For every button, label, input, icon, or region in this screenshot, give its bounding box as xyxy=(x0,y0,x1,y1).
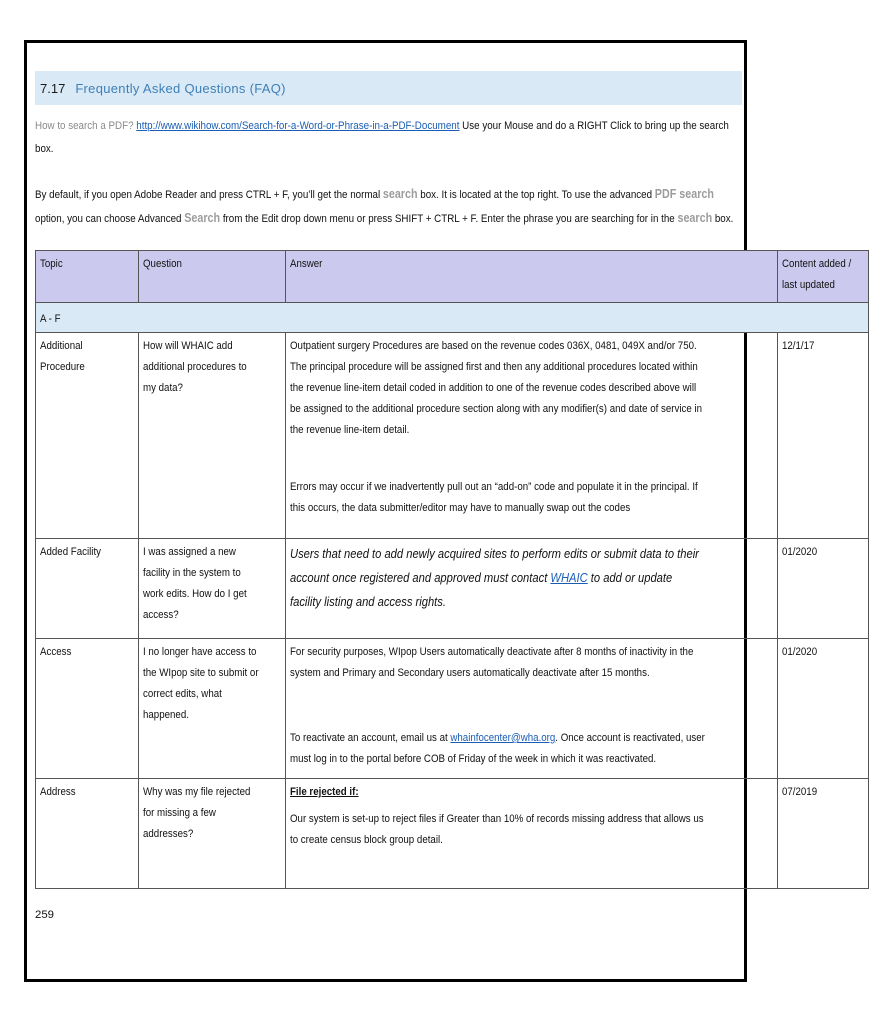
answer-text-2b: . Once account is reactivated, user must log in to the portal before COB of Friday of the week in which it was reactivated. xyxy=(290,732,705,765)
header-answer xyxy=(286,251,778,303)
answer-text: Users that need to add newly acquired sites to perform edits or submit data to their account once registered and approved must contact xyxy=(290,546,699,585)
search-question: How to search a PDF? xyxy=(35,120,134,132)
header-answer-label: Answer xyxy=(290,258,323,270)
adobe-text-b: box. It is located at the top right. To use the advanced xyxy=(417,189,655,201)
adobe-text-e: box. xyxy=(712,213,734,225)
header-content-added xyxy=(778,251,869,303)
date-cell xyxy=(778,333,869,539)
question-text: How will WHAIC add additional procedures to my data? xyxy=(143,340,247,394)
answer-cell xyxy=(286,639,778,779)
header-question xyxy=(139,251,286,303)
question-text: Why was my file rejected for missing a few addresses? xyxy=(143,786,251,840)
header-content-label: Content added / last updated xyxy=(782,258,852,291)
answer-text-2: Errors may occur if we inadvertently pull out an “add-on” code and populate it in the principal. If this occurs, the data submitter/editor may have to manually swap out the codes xyxy=(290,481,698,514)
table-row xyxy=(36,639,869,779)
topic-text: Additional Procedure xyxy=(40,340,85,373)
table-row xyxy=(36,333,869,539)
topic-cell xyxy=(36,779,139,889)
date-text: 07/2019 xyxy=(782,786,818,798)
question-cell xyxy=(139,639,286,779)
answer-text: Outpatient surgery Procedures are based on the revenue codes 036X, 0481, 049X and/or 750. The principal procedure will be assigned first and then any additional procedures located within the revenue line-item detail coded in addition to one of the revenue codes described above will be assigned to the additional procedure section along with any modifier(s) and date of service in the revenue line-item detail. xyxy=(290,340,703,436)
faq-table xyxy=(35,250,869,889)
section-row xyxy=(36,303,869,333)
date-cell xyxy=(778,639,869,779)
answer-cell xyxy=(286,779,778,889)
intro-paragraph-adobe xyxy=(35,183,742,231)
email-link[interactable]: whainfocenter@wha.org xyxy=(450,732,556,744)
search-word-2: Search xyxy=(184,211,221,225)
spacer xyxy=(290,684,773,728)
spacer xyxy=(290,441,773,477)
intro-paragraph-search xyxy=(35,115,742,161)
date-text: 12/1/17 xyxy=(782,340,815,352)
topic-cell xyxy=(36,333,139,539)
answer-cell xyxy=(286,333,778,539)
section-heading xyxy=(35,71,742,105)
question-text: I no longer have access to the WIpop site to submit or correct edits, what happened. xyxy=(143,646,259,721)
section-label-cell xyxy=(36,303,869,333)
question-text: I was assigned a new facility in the system to work edits. How do I get access? xyxy=(143,546,247,621)
topic-text: Address xyxy=(40,786,76,798)
section-title: Frequently Asked Questions (FAQ) xyxy=(75,80,286,96)
header-topic xyxy=(36,251,139,303)
header-topic-label: Topic xyxy=(40,258,63,270)
question-cell xyxy=(139,333,286,539)
date-text: 01/2020 xyxy=(782,646,818,658)
table-row xyxy=(36,539,869,639)
section-number: 7.17 xyxy=(40,80,66,96)
whaic-link[interactable]: WHAIC xyxy=(550,570,588,585)
question-cell xyxy=(139,779,286,889)
answer-text: Our system is set-up to reject files if Greater than 10% of records missing address that allows us to create census block group detail. xyxy=(290,813,704,846)
answer-title: File rejected if: xyxy=(290,786,359,798)
topic-cell xyxy=(36,639,139,779)
page-number: 259 xyxy=(35,909,55,921)
adobe-text-d: from the Edit drop down menu or press SHIFT + CTRL + F. Enter the phrase you are searching for in the xyxy=(220,213,678,225)
answer-text-2a: To reactivate an account, email us at xyxy=(290,732,451,744)
section-label: A - F xyxy=(40,312,61,325)
answer-text-b: to add or update facility listing and access rights. xyxy=(290,570,673,609)
adobe-text-c: option, you can choose Advanced xyxy=(35,213,185,225)
date-text: 01/2020 xyxy=(782,546,818,558)
question-cell xyxy=(139,539,286,639)
table-row xyxy=(36,779,869,889)
search-instructions: Use your Mouse and do a RIGHT Click to bring up the search box. xyxy=(35,120,729,155)
topic-cell xyxy=(36,539,139,639)
pdf-search-word: PDF search xyxy=(654,187,714,201)
search-word-1: search xyxy=(382,187,418,201)
header-question-label: Question xyxy=(143,258,182,270)
date-cell xyxy=(778,539,869,639)
topic-text: Added Facility xyxy=(40,546,102,558)
search-word-3: search xyxy=(677,211,713,225)
date-cell xyxy=(778,779,869,889)
answer-text: For security purposes, WIpop Users automatically deactivate after 8 months of inactivity in the system and Primary and Secondary users automatically deactivate after 15 months. xyxy=(290,646,694,679)
answer-cell xyxy=(286,539,778,639)
table-header-row xyxy=(36,251,869,303)
document-page xyxy=(24,40,852,982)
wikihow-link[interactable]: http://www.wikihow.com/Search-for-a-Word-or-Phrase-in-a-PDF-Document xyxy=(136,120,460,132)
adobe-text-a: By default, if you open Adobe Reader and press CTRL + F, you’ll get the normal xyxy=(35,189,383,201)
topic-text: Access xyxy=(40,646,72,658)
